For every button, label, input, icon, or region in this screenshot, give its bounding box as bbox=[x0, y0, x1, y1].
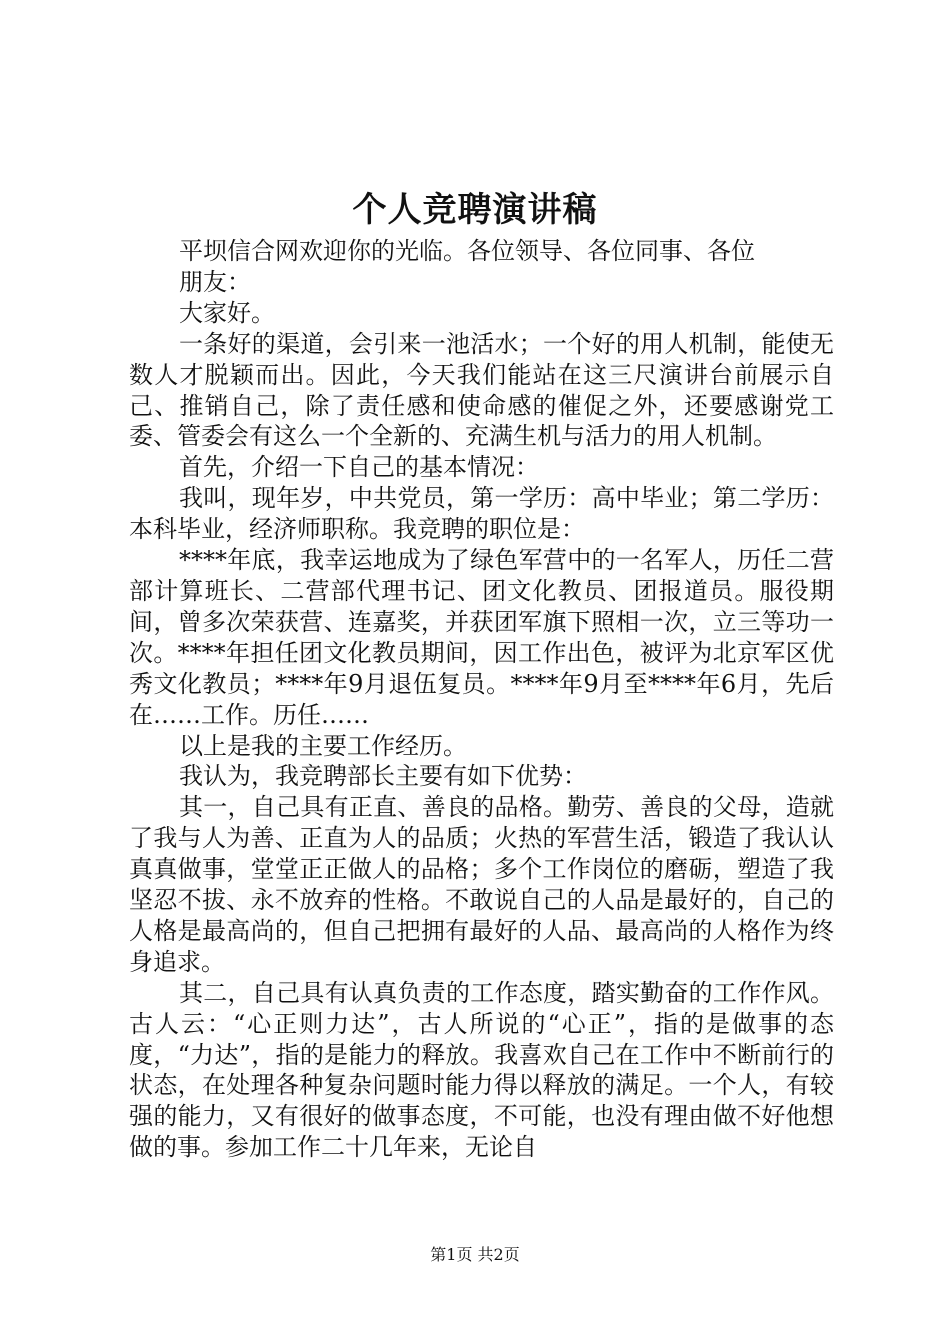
paragraph-greeting: 平坝信合网欢迎你的光临。各位领导、各位同事、各位 bbox=[179, 237, 755, 265]
paragraph-hello: 大家好。 bbox=[179, 298, 275, 327]
document-body bbox=[129, 236, 834, 1163]
paragraph-work-summary: 以上是我的主要工作经历。 bbox=[179, 731, 467, 760]
paragraph-advantages-heading: 我认为，我竞聘部长主要有如下优势： bbox=[179, 762, 587, 791]
paragraph-advantage-two: 其二，自己具有认真负责的工作态度，踏实勤奋的工作作风。古人云：“心正则力达”，古人所说的“心正”，指的是做事的态度，“力达”，指的是能力的释放。我喜欢自己在工作中不断前行的状态，在处理各种复杂问题时能力得以释放的满足。一个人，有较强的能力，又有很好的做事态度，不可能，也没有理由做不好他想做的事。参加工作二十几年来，无论自 bbox=[129, 978, 834, 1162]
paragraph-basic-info-heading: 首先，介绍一下自己的基本情况： bbox=[179, 453, 539, 482]
paragraph-military-career: ****年底，我幸运地成为了绿色军营中的一名军人，历任二营部计算班长、二营部代理书记、团文化教员、团报道员。服役期间，曾多次荣获营、连嘉奖，并获团军旗下照相一次，立三等功一次。****年担任团文化教员期间，因工作出色，被评为北京军区优秀文化教员；****年9月退伍复员。****年9月至****年6月，先后在……工作。历任…… bbox=[129, 546, 834, 729]
document-title: 个人竞聘演讲稿 bbox=[352, 190, 598, 230]
paragraph-basic-info: 我叫，现年岁，中共党员，第一学历：高中毕业；第二学历：本科毕业，经济师职称。我竞聘的职位是： bbox=[129, 484, 834, 544]
paragraph-advantage-one: 其一，自己具有正直、善良的品格。勤劳、善良的父母，造就了我与人为善、正直为人的品质；火热的军营生活，锻造了我认认真真做事，堂堂正正做人的品格；多个工作岗位的磨砺，塑造了我坚忍不拔、永不放弃的性格。不敢说自己的人品是最好的，自己的人格是最高尚的，但自己把拥有最好的人品、最高尚的人格作为终身追求。 bbox=[129, 793, 834, 976]
paragraph-intro: 一条好的渠道，会引来一池活水；一个好的用人机制，能使无数人才脱颖而出。因此，今天我们能站在这三尺演讲台前展示自己、推销自己，除了责任感和使命感的催促之外，还要感谢党工委、管委会有这么一个全新的、充满生机与活力的用人机制。 bbox=[129, 329, 834, 451]
paragraph-greeting-continued: 朋友： bbox=[179, 267, 251, 296]
page-footer: 第1页 共2页 bbox=[430, 1245, 520, 1264]
